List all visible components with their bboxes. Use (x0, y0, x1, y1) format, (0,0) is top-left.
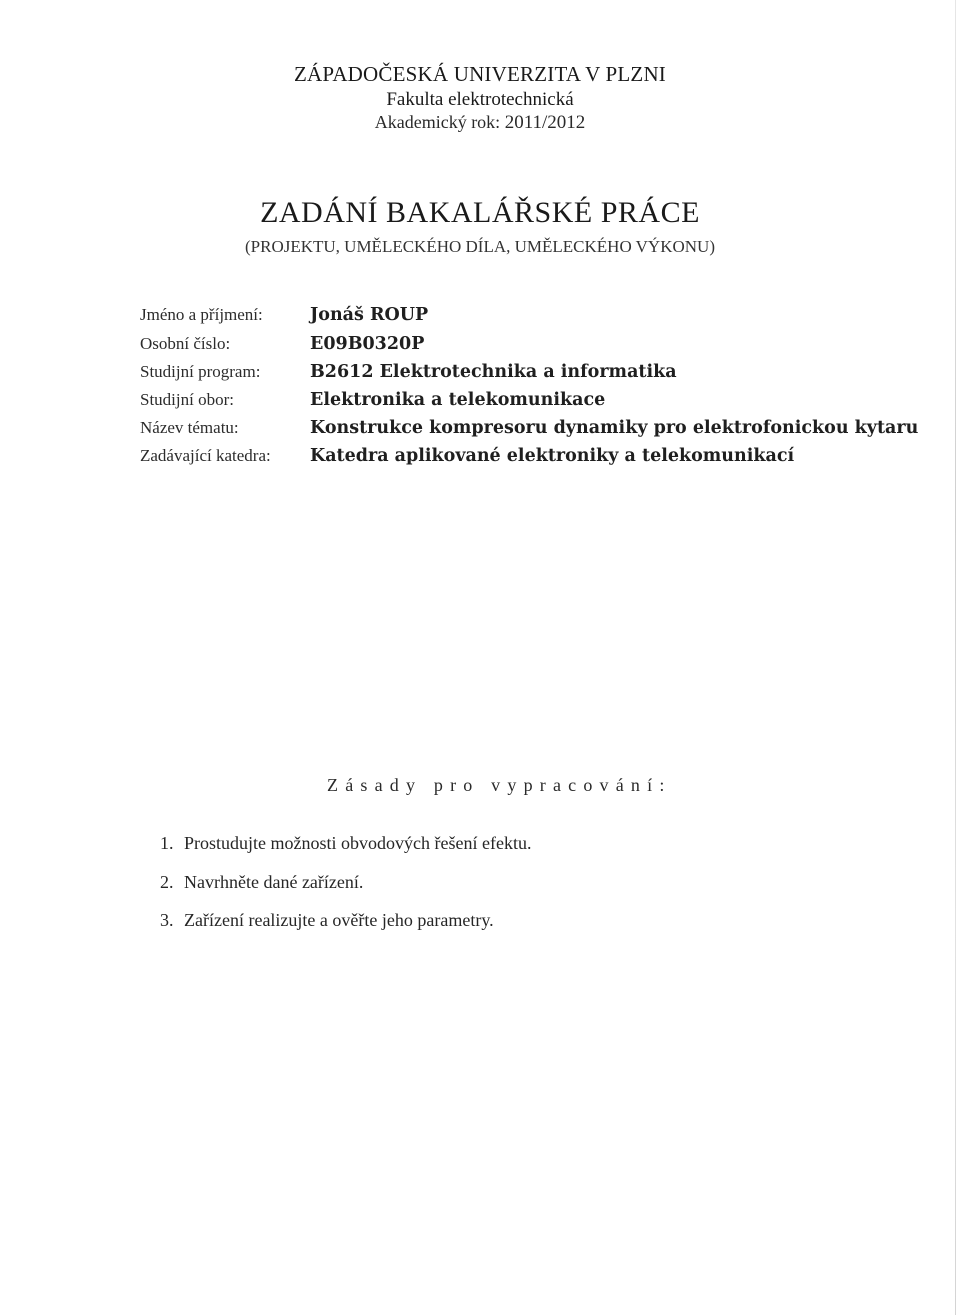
principles-heading: Zásady pro vypracování: (327, 775, 672, 795)
info-value: Katedra aplikované elektroniky a telekomunikací (310, 446, 795, 466)
document-subtitle: (PROJEKTU, UMĚLECKÉHO DÍLA, UMĚLECKÉHO VÝKONU) (245, 237, 715, 256)
list-item-number: 3. (160, 910, 174, 930)
info-label: Studijní obor: (140, 390, 234, 409)
info-label: Jméno a příjmení: (140, 305, 263, 324)
info-label: Studijní program: (140, 362, 261, 381)
faculty-name: Fakulta elektrotechnická (386, 89, 574, 110)
info-value: Konstrukce kompresoru dynamiky pro elektrofonickou kytaru (310, 418, 919, 438)
info-label: Zadávající katedra: (140, 446, 271, 465)
info-value: E09B0320P (310, 334, 425, 354)
list-item (160, 910, 494, 931)
info-label: Název tématu: (140, 418, 239, 437)
academic-year-value: 2011/2012 (504, 112, 586, 133)
list-item-text: Zařízení realizujte a ověřte jeho parametry. (184, 910, 494, 930)
university-name: ZÁPADOČESKÁ UNIVERZITA V PLZNI (293, 62, 667, 86)
document-title: ZADÁNÍ BAKALÁŘSKÉ PRÁCE (260, 196, 700, 229)
list-item-number: 2. (160, 872, 174, 892)
academic-year (0, 112, 960, 134)
list-item (160, 872, 363, 893)
list-item-number: 1. (160, 833, 174, 853)
info-label: Osobní číslo: (140, 334, 231, 353)
list-item-text: Navrhněte dané zařízení. (184, 872, 364, 892)
academic-year-label: Akademický rok: (374, 112, 501, 132)
list-item (160, 833, 531, 854)
list-item-text: Prostudujte možnosti obvodových řešení efektu. (184, 833, 532, 853)
info-value: Elektronika a telekomunikace (310, 390, 606, 410)
info-value: Jonáš ROUP (310, 305, 429, 325)
info-value: B2612 Elektrotechnika a informatika (310, 362, 677, 382)
